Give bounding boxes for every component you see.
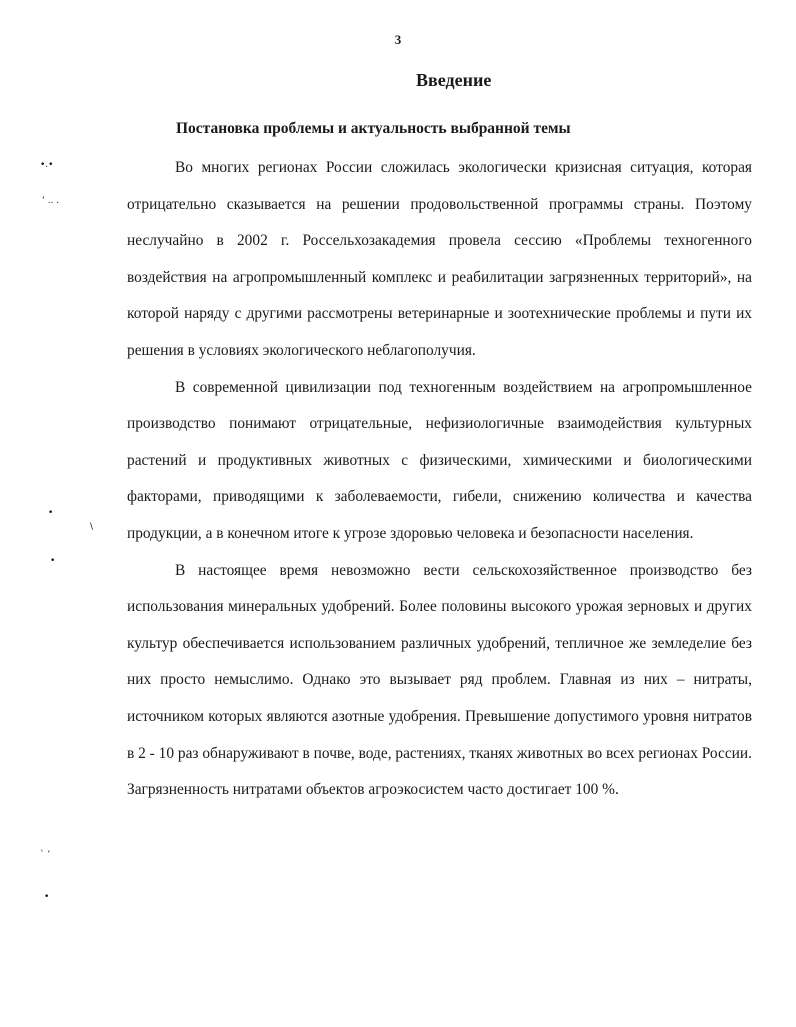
scan-speck: • [48,508,54,518]
body-text [127,150,752,809]
page-title-text: Введение [416,70,492,90]
scan-speck: ʻ .. . [42,196,60,206]
scan-speck: \ [90,522,94,532]
section-subtitle: Постановка проблемы и актуальность выбранной темы [176,120,571,137]
page-title [0,70,796,91]
scan-speck: • [50,556,56,566]
scan-speck: ` ʼ [40,850,51,860]
paragraph-2: В современной цивилизации под техногенным воздействием на агропромышленное производство понимают отрицательные, нефизиологичные взаимодействия культурных растений и продуктивных животных с физическими, химическими и биологическими факторами, приводящими к заболеваемости, гибели, снижению количества и качества продукции, а в конечном итоге к угрозе здоровью человека и безопасности населения. [127,378,752,542]
page-number: 3 [394,32,402,47]
scan-speck: •.• [40,160,54,170]
paragraph-1: Во многих регионах России сложилась экологически кризисная ситуация, которая отрицательно сказывается на решении продовольственной программы страны. Поэтому неслучайно в 2002 г. Россельхозакадемия провела сессию «Проблемы техногенного воздействия на агропромышленный комплекс и реабилитации загрязненных территорий», на которой наряду с другими рассмотрены ветеринарные и зоотехнические проблемы и пути их решения в условиях экологического неблагополучия. [127,159,752,359]
scan-speck: • [44,892,50,902]
paragraph-3: В настоящее время невозможно вести сельскохозяйственное производство без использования минеральных удобрений. Более половины высокого урожая зерновых и других культур обеспечивается использованием различных удобрений, тепличное же земледелие без них просто немыслимо. Однако это вызывает ряд проблем. Главная из них – нитраты, источником которых являются азотные удобрения. Превышение допустимого уровня нитратов в 2 - 10 раз обнаруживают в почве, воде, растениях, тканях животных во всех регионах России. Загрязненность нитратами объектов агроэкосистем часто достигает 100 %. [127,561,752,799]
